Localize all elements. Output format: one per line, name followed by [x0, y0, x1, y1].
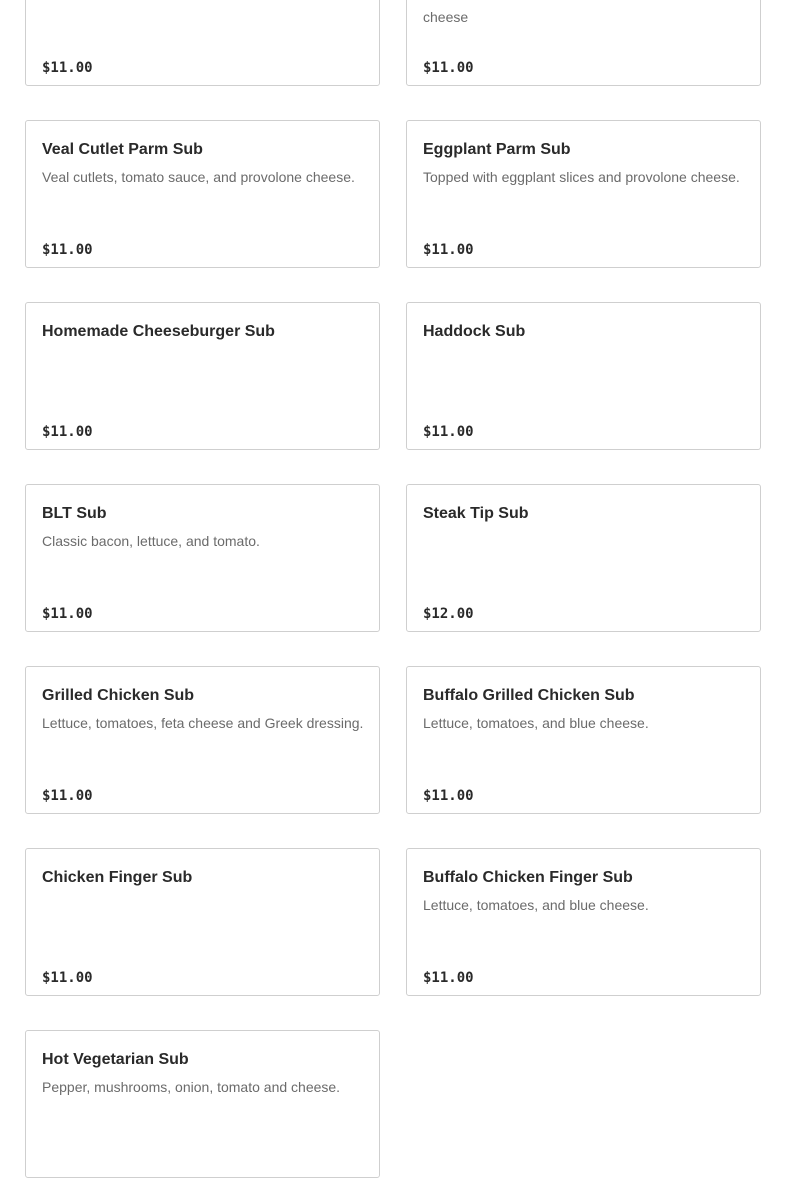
menu-item-name: Eggplant Parm Sub	[423, 141, 571, 158]
menu-item-name: Homemade Cheeseburger Sub	[42, 323, 275, 340]
menu-item-card[interactable]	[25, 848, 380, 996]
menu-item-price: $11.00	[423, 60, 474, 76]
menu-item-price: $11.00	[423, 424, 474, 440]
menu-item-name: Veal Cutlet Parm Sub	[42, 141, 203, 158]
menu-item-price: $11.00	[42, 788, 93, 804]
menu-item-card[interactable]	[406, 0, 761, 86]
menu-item-name: Steak Tip Sub	[423, 505, 529, 522]
menu-item-name: Buffalo Grilled Chicken Sub	[423, 687, 635, 704]
menu-item-name: BLT Sub	[42, 505, 107, 522]
menu-item-card[interactable]	[25, 0, 380, 86]
menu-item-name: Buffalo Chicken Finger Sub	[423, 869, 633, 886]
menu-item-card[interactable]	[25, 120, 380, 268]
menu-item-description: Lettuce, tomatoes, feta cheese and Greek dressing.	[42, 715, 364, 731]
menu-item-card[interactable]	[406, 484, 761, 632]
menu-item-price: $11.00	[423, 242, 474, 258]
menu-item-description: Veal cutlets, tomato sauce, and provolone cheese.	[42, 169, 355, 185]
menu-item-description: Lettuce, tomatoes, and blue cheese.	[423, 715, 649, 731]
menu-item-name: Chicken Finger Sub	[42, 869, 193, 886]
menu-item-description: Lettuce, tomatoes, and blue cheese.	[423, 897, 649, 913]
menu-item-description: Classic bacon, lettuce, and tomato.	[42, 533, 260, 549]
menu-item-price: $11.00	[42, 970, 93, 986]
menu-item-card[interactable]	[406, 848, 761, 996]
menu-item-price: $11.00	[423, 788, 474, 804]
menu-item-card[interactable]	[406, 302, 761, 450]
menu-item-price: $11.00	[423, 970, 474, 986]
menu-item-price: $12.00	[423, 606, 474, 622]
menu-item-card[interactable]	[25, 666, 380, 814]
menu-item-price: $11.00	[42, 242, 93, 258]
menu-item-name: Grilled Chicken Sub	[42, 687, 195, 704]
menu-item-price: $11.00	[42, 606, 93, 622]
menu-item-name: Hot Vegetarian Sub	[42, 1051, 189, 1068]
menu-item-card[interactable]	[25, 302, 380, 450]
menu-item-card[interactable]	[25, 1030, 380, 1178]
menu-item-description: Topped with eggplant slices and provolone cheese.	[423, 169, 740, 185]
menu-item-description: cheese	[423, 9, 469, 25]
menu-item-name: Haddock Sub	[423, 323, 526, 340]
menu-item-card[interactable]	[406, 120, 761, 268]
menu-item-price: $11.00	[42, 60, 93, 76]
menu-item-price: $11.00	[42, 424, 93, 440]
menu-item-card[interactable]	[25, 484, 380, 632]
menu-item-description: Pepper, mushrooms, onion, tomato and cheese.	[42, 1079, 341, 1095]
menu-item-card[interactable]	[406, 666, 761, 814]
